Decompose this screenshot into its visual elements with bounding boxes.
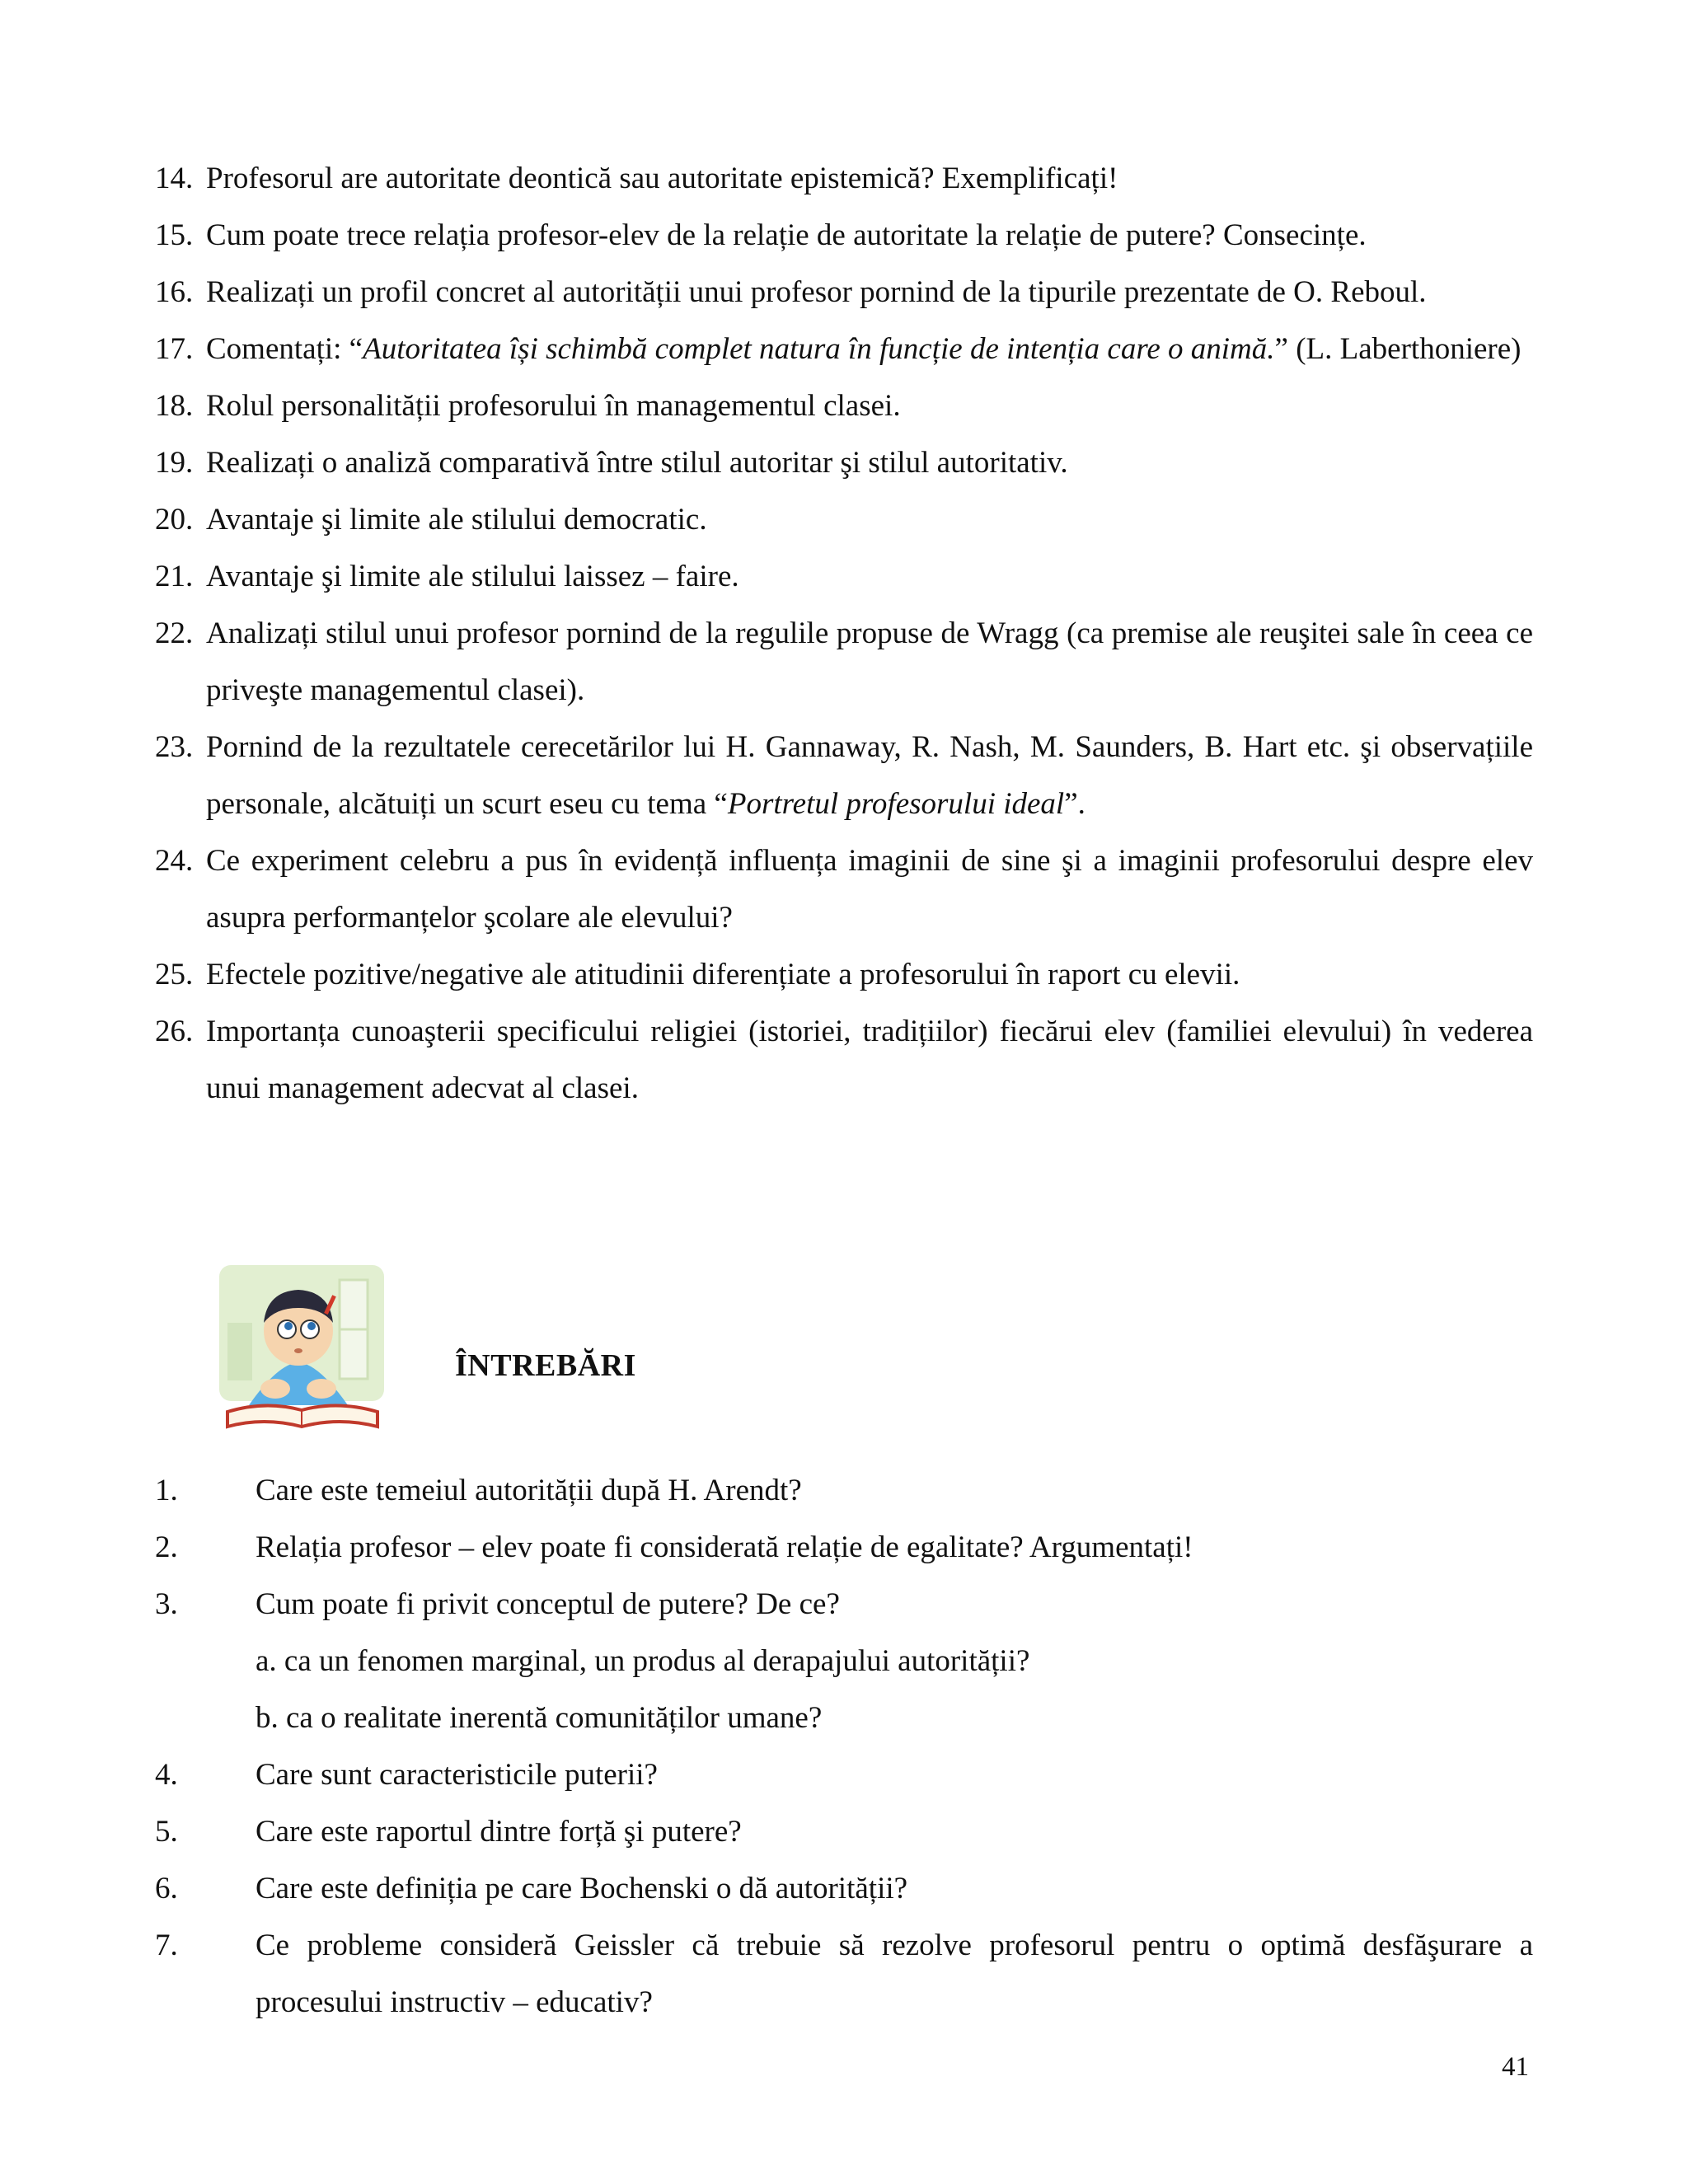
item-text-post: ”. <box>1064 787 1085 821</box>
list-item <box>155 1917 1533 2031</box>
item-number: 3. <box>155 1587 178 1621</box>
item-text: Profesorul are autoritate deontică sau autoritate epistemică? Exemplificați! <box>206 162 1118 195</box>
list-item <box>155 1860 1533 1917</box>
item-number: 4. <box>155 1758 178 1792</box>
item-number: 22. <box>155 616 194 650</box>
item-text: Care este temeiul autorității după H. Arendt? <box>256 1474 802 1507</box>
questions-list <box>155 1462 1533 2031</box>
list-item <box>155 832 1533 946</box>
item-number: 6. <box>155 1872 178 1905</box>
item-text <box>155 321 1533 377</box>
item-number: 7. <box>155 1929 178 1962</box>
item-text: Care sunt caracteristicile puterii? <box>256 1758 658 1792</box>
item-text-pre: Pornind de la rezultatele cerecetărilor lui H. Gannaway, R. Nash, M. Saunders, B. Hart etc. şi observațiile personale, alcătuiți un scurt eseu cu tema “ <box>206 730 1533 821</box>
list-item <box>155 605 1533 719</box>
item-number: 20. <box>155 503 194 537</box>
item-number: 25. <box>155 958 194 991</box>
item-number: 18. <box>155 389 194 423</box>
item-text: Cum poate fi privit conceptul de putere? De ce? <box>256 1587 840 1621</box>
item-text: Avantaje şi limite ale stilului laissez – faire. <box>206 560 739 593</box>
list-item <box>155 719 1533 832</box>
list-item <box>155 946 1533 1003</box>
item-number: 26. <box>155 1015 194 1048</box>
section-title: ÎNTREBĂRI <box>455 1348 636 1383</box>
list-item <box>155 1003 1533 1117</box>
item-text: Care este raportul dintre forță şi putere? <box>256 1815 742 1849</box>
item-text: Efectele pozitive/negative ale atitudinii diferențiate a profesorului în raport cu elevii. <box>206 958 1240 991</box>
item-text: Realizați o analiză comparativă între stilul autoritar şi stilul autoritativ. <box>206 446 1068 480</box>
item-text: Relația profesor – elev poate fi considerată relație de egalitate? Argumentați! <box>256 1530 1193 1564</box>
list-item <box>155 548 1533 605</box>
item-number: 21. <box>155 560 194 593</box>
item-text-post: ” (L. Laberthoniere) <box>1274 332 1522 366</box>
item-text: Avantaje şi limite ale stilului democratic. <box>206 503 707 537</box>
item-number: 1. <box>155 1474 178 1507</box>
italic-quote: Autoritatea își schimbă complet natura în funcție de intenția care o animă. <box>363 332 1275 366</box>
item-number: 15. <box>155 218 194 252</box>
item-text: Care este definiția pe care Bochenski o dă autorității? <box>256 1872 908 1905</box>
item-number: 19. <box>155 446 194 480</box>
item-text: Ce experiment celebru a pus în evidență influența imaginii de sine şi a imaginii profesorului despre elev asupra performanțelor şcolare ale elevului? <box>206 844 1533 935</box>
item-number: 17. <box>155 332 194 366</box>
list-item <box>155 1803 1533 1860</box>
page-number: 41 <box>1502 2052 1529 2082</box>
questions-section-header <box>216 1265 1370 1438</box>
numbered-list-top <box>155 150 1533 1117</box>
list-item <box>155 264 1533 321</box>
list-item <box>155 1746 1533 1803</box>
item-text: Analizați stilul unui profesor pornind de la regulile propuse de Wragg (ca premise ale reuşitei sale în ceea ce priveşte managementul clasei). <box>206 616 1533 707</box>
list-item <box>155 150 1533 207</box>
list-item <box>155 321 1533 377</box>
item-text: Realizați un profil concret al autorității unui profesor pornind de la tipurile prezentate de O. Reboul. <box>206 275 1427 309</box>
item-number: 24. <box>155 844 194 878</box>
item-text: Ce probleme consideră Geissler că trebuie să rezolve profesorul pentru o optimă desfăşurare a procesului instructiv – educativ? <box>256 1929 1533 2019</box>
list-item <box>155 207 1533 264</box>
list-item <box>155 434 1533 491</box>
item-number: 14. <box>155 162 194 195</box>
item-text: Rolul personalității profesorului în managementul clasei. <box>206 389 901 423</box>
item-number: 5. <box>155 1815 178 1849</box>
sub-item: b. ca o realitate inerentă comunităților umane? <box>256 1701 823 1735</box>
italic-quote: Portretul profesorului ideal <box>727 787 1065 821</box>
item-number: 16. <box>155 275 194 309</box>
list-item <box>155 1576 1533 1633</box>
item-text: Importanța cunoaşterii specificului religiei (istoriei, tradițiilor) fiecărui elev (familiei elevului) în vederea unui management adecvat al clasei. <box>206 1015 1533 1105</box>
item-number: 2. <box>155 1530 178 1564</box>
student-reading-book-icon <box>216 1265 389 1438</box>
sub-item: a. ca un fenomen marginal, un produs al derapajului autorității? <box>256 1644 1030 1678</box>
list-item <box>155 491 1533 548</box>
item-text-pre: Comentați: “ <box>206 332 363 366</box>
item-text <box>155 719 1533 832</box>
list-item <box>155 1462 1533 1519</box>
item-number: 23. <box>155 730 194 764</box>
list-item <box>155 377 1533 434</box>
list-item <box>155 1519 1533 1576</box>
item-text: Cum poate trece relația profesor-elev de la relație de autoritate la relație de putere? Consecințe. <box>206 218 1367 252</box>
